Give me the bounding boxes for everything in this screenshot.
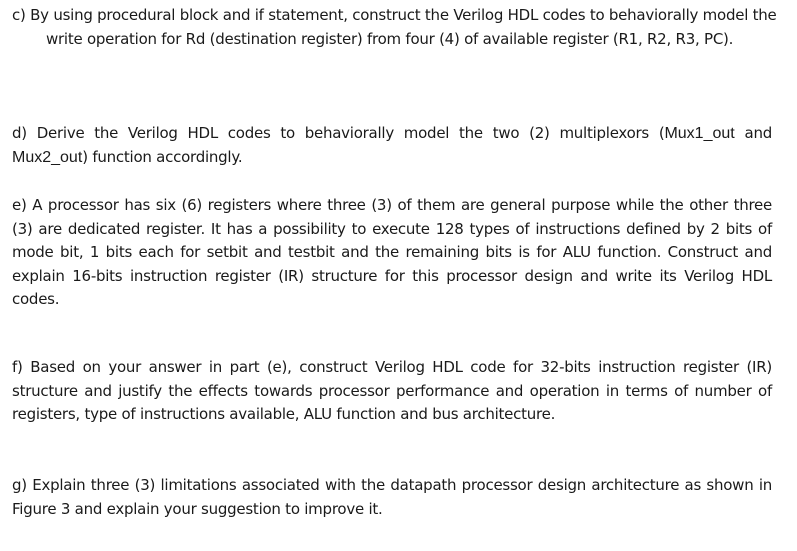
- question-f-label: f): [12, 358, 23, 376]
- question-d-text-after: ) function accordingly.: [82, 147, 243, 166]
- mux2-out-term: Mux2_out: [12, 148, 83, 166]
- question-g-label: g): [12, 476, 27, 494]
- question-f: [12, 356, 772, 427]
- question-d: [12, 122, 772, 169]
- question-e-label: e): [12, 196, 27, 214]
- question-g-text: Explain three (3) limitations associated with the datapath processor design architecture as shown in Figure 3 and explain your suggestion to improve it.: [12, 476, 772, 518]
- question-c-text: By using procedural block and if statement, construct the Verilog HDL codes to behaviorally model the write operation for Rd (destination register) from four (4) of available register (R1, R2, R3, PC).: [30, 6, 777, 48]
- question-d-label: d): [12, 124, 27, 142]
- question-c: [12, 4, 797, 51]
- question-f-text: Based on your answer in part (e), construct Verilog HDL code for 32-bits instruction register (IR) structure and justify the effects towards processor performance and operation in terms of number of registers, type of instructions available, ALU function and bus architecture.: [12, 358, 772, 423]
- question-g: [12, 474, 772, 521]
- question-d-text-mid: and: [734, 124, 772, 142]
- question-c-label: c): [12, 6, 26, 24]
- question-e-text: A processor has six (6) registers where three (3) of them are general purpose while the other three (3) are dedicated register. It has a possibility to execute 128 types of instructions defined by 2 bits of mode bit, 1 bits each for setbit and testbit and the remaining bits is for ALU function. Construct and explain 16-bits instruction register (IR) structure for this processor design and write its Verilog HDL codes.: [12, 196, 772, 308]
- mux1-out-term: Mux1_out: [664, 125, 735, 142]
- question-d-text-before: Derive the Verilog HDL codes to behaviorally model the two (2) multiplexors (: [36, 124, 665, 142]
- question-e: [12, 194, 772, 312]
